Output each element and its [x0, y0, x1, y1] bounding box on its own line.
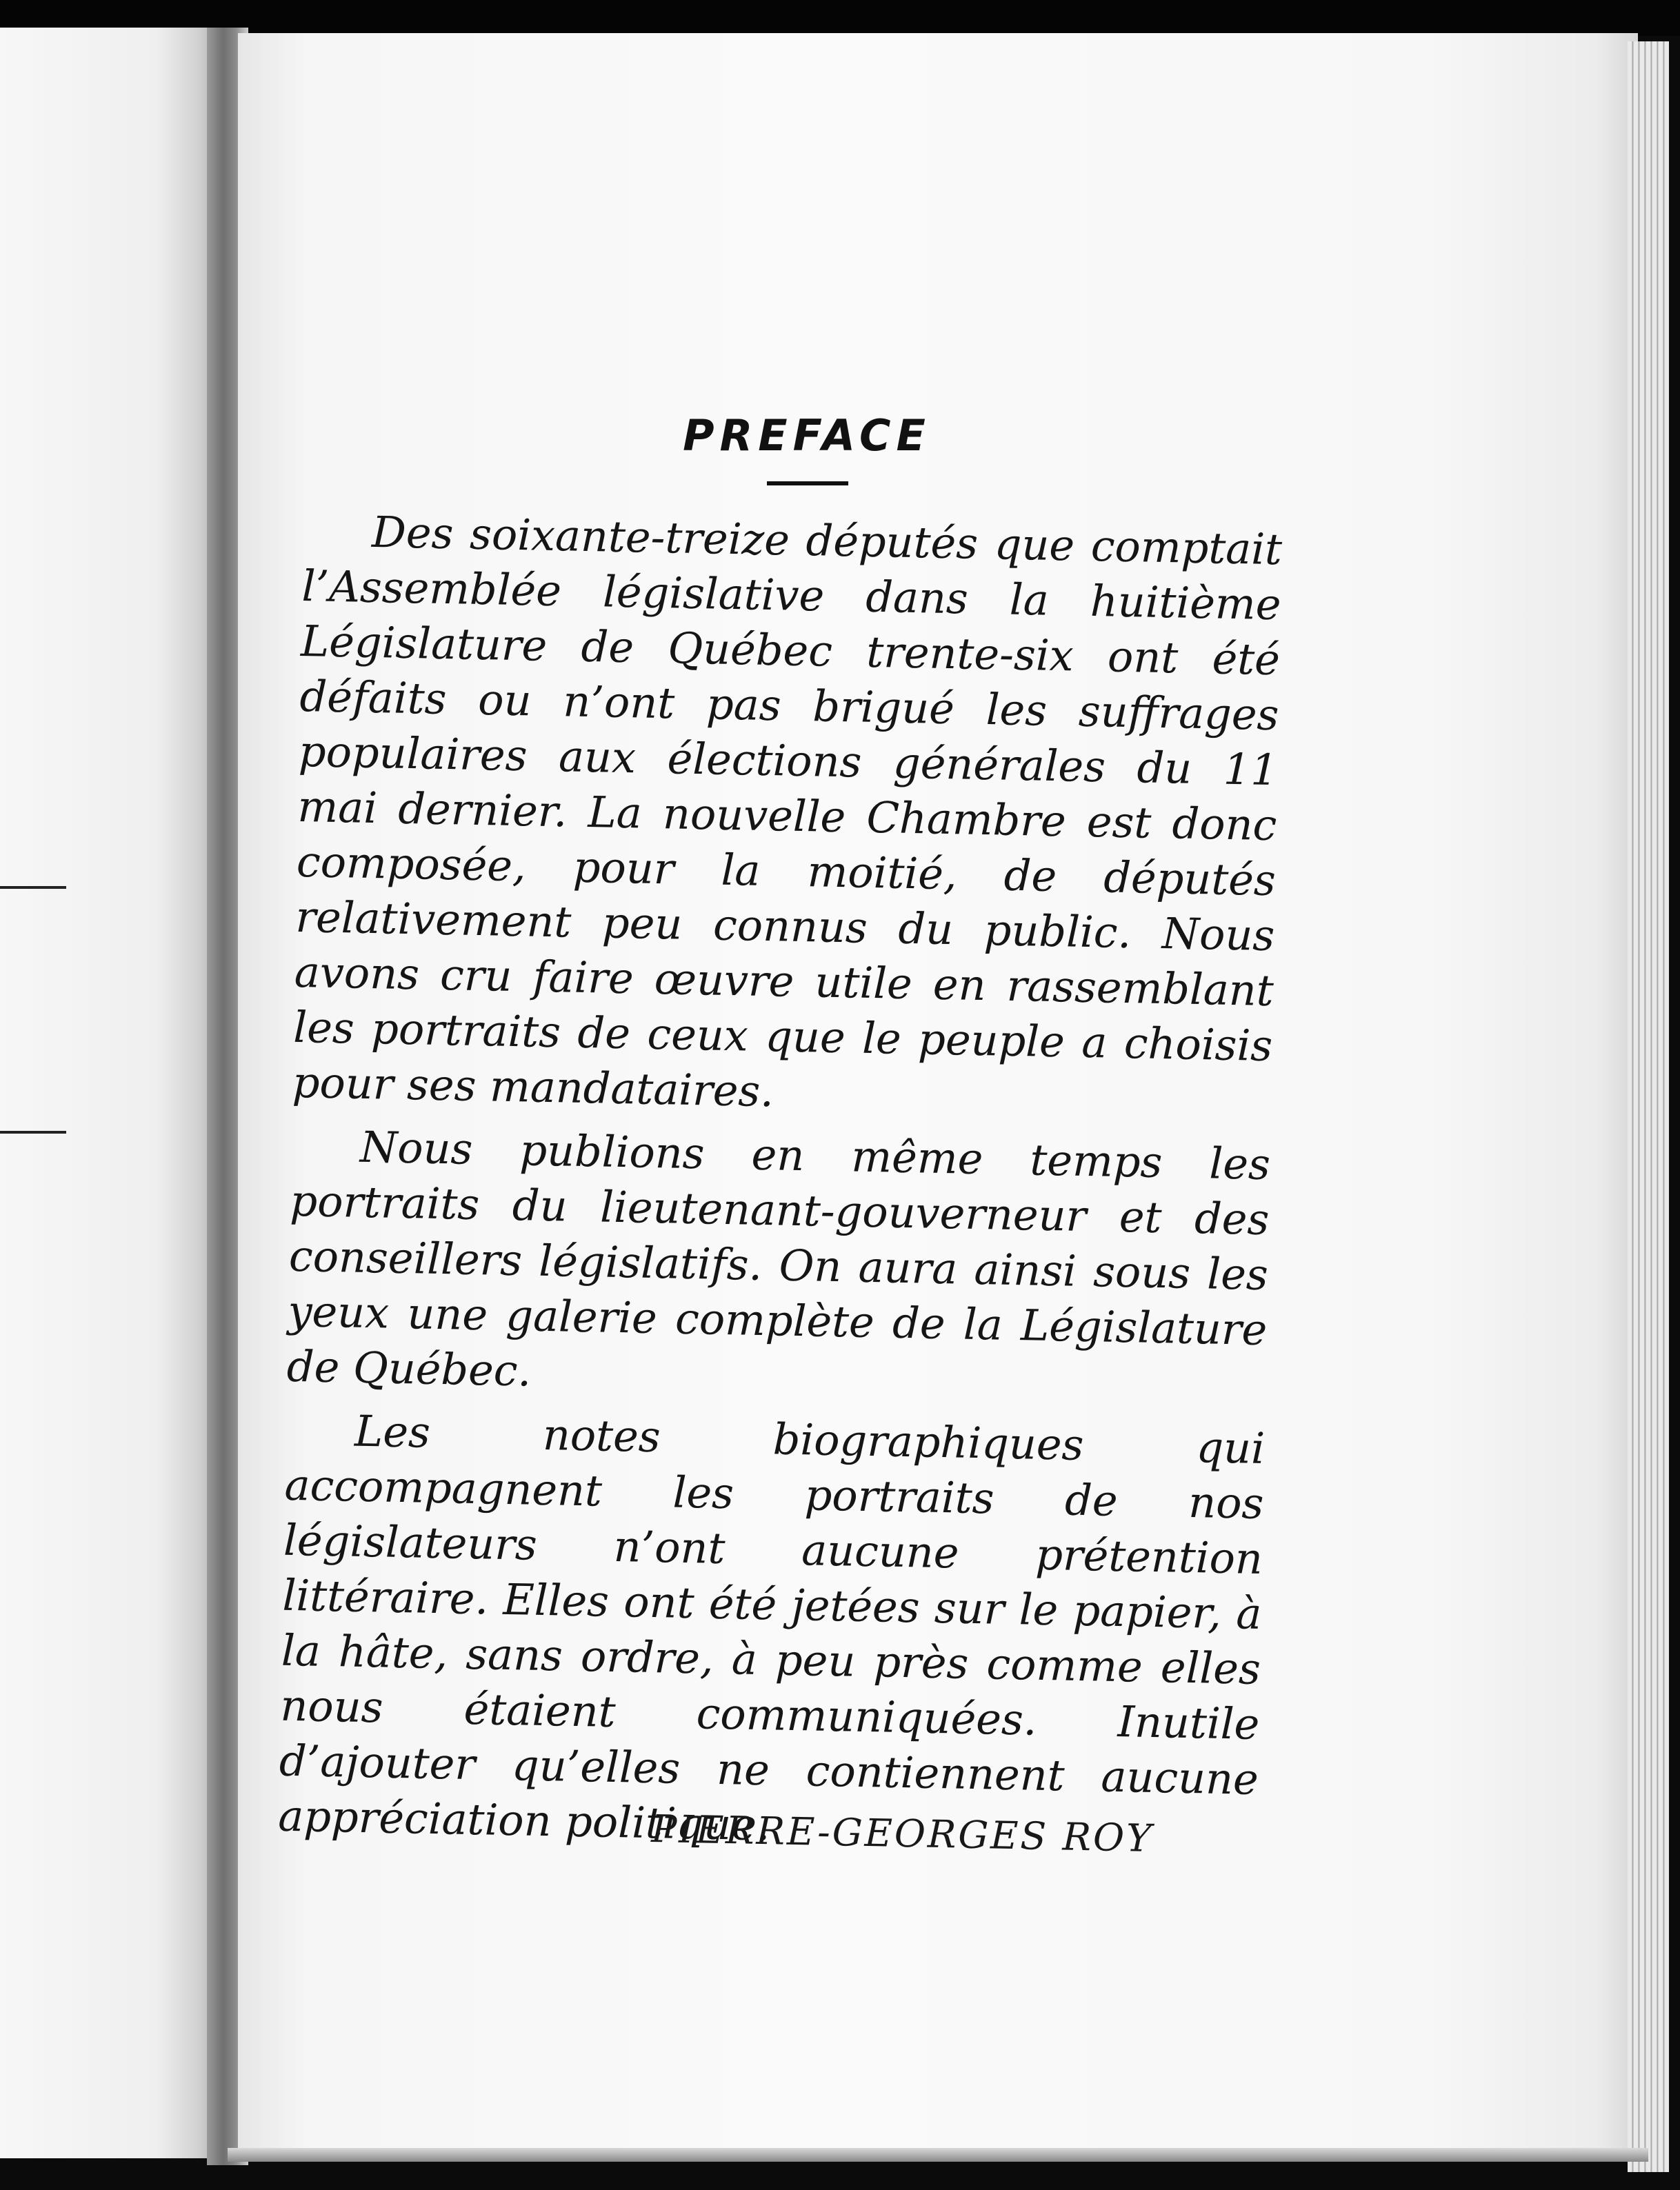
- left-page-rule-bottom: [0, 1131, 66, 1134]
- page-edge: [1628, 41, 1669, 2172]
- title-divider: [767, 481, 848, 485]
- preface-body: [278, 503, 1283, 1862]
- author-signature: PIERRE-GEORGES ROY: [650, 1807, 1154, 1860]
- page-title: PREFACE: [683, 410, 931, 461]
- left-page-rule-top: [0, 886, 66, 889]
- paragraph: Les notes biographiques qui accompagnent les portraits de nos législateurs n’ont aucune prétention littéraire. Elles ont été jetées sur le papier, à la hâte, sans ordre, à peu près comme elles nous étaient communiquées. Inutile d’ajouter qu’elles ne contiennent aucune appréciation politique.: [277, 1405, 1266, 1851]
- paragraph: Nous publions en même temps les portraits du lieutenant-gouverneur et des conseillers législatifs. On aura ainsi sous les yeux une galerie complète de la Législature de Québec.: [286, 1121, 1271, 1396]
- page-bottom-edge: [228, 2148, 1648, 2162]
- left-page: [0, 28, 224, 2158]
- scan-border-top: [0, 0, 1680, 36]
- paragraph: Des soixante-treize députés que comptait l’Assemblée législative dans la huitième Législature de Québec trente-six ont été défaits ou n’ont pas brigué les suffrages populaires aux élections générales du 11 mai dernier. La nouvelle Chambre est donc composée, pour la moitié, de députés relativement peu connus du public. Nous avons cru faire œuvre utile en rassemblant les portraits de ceux que le peuple a choisis pour ses mandataires.: [292, 506, 1283, 1117]
